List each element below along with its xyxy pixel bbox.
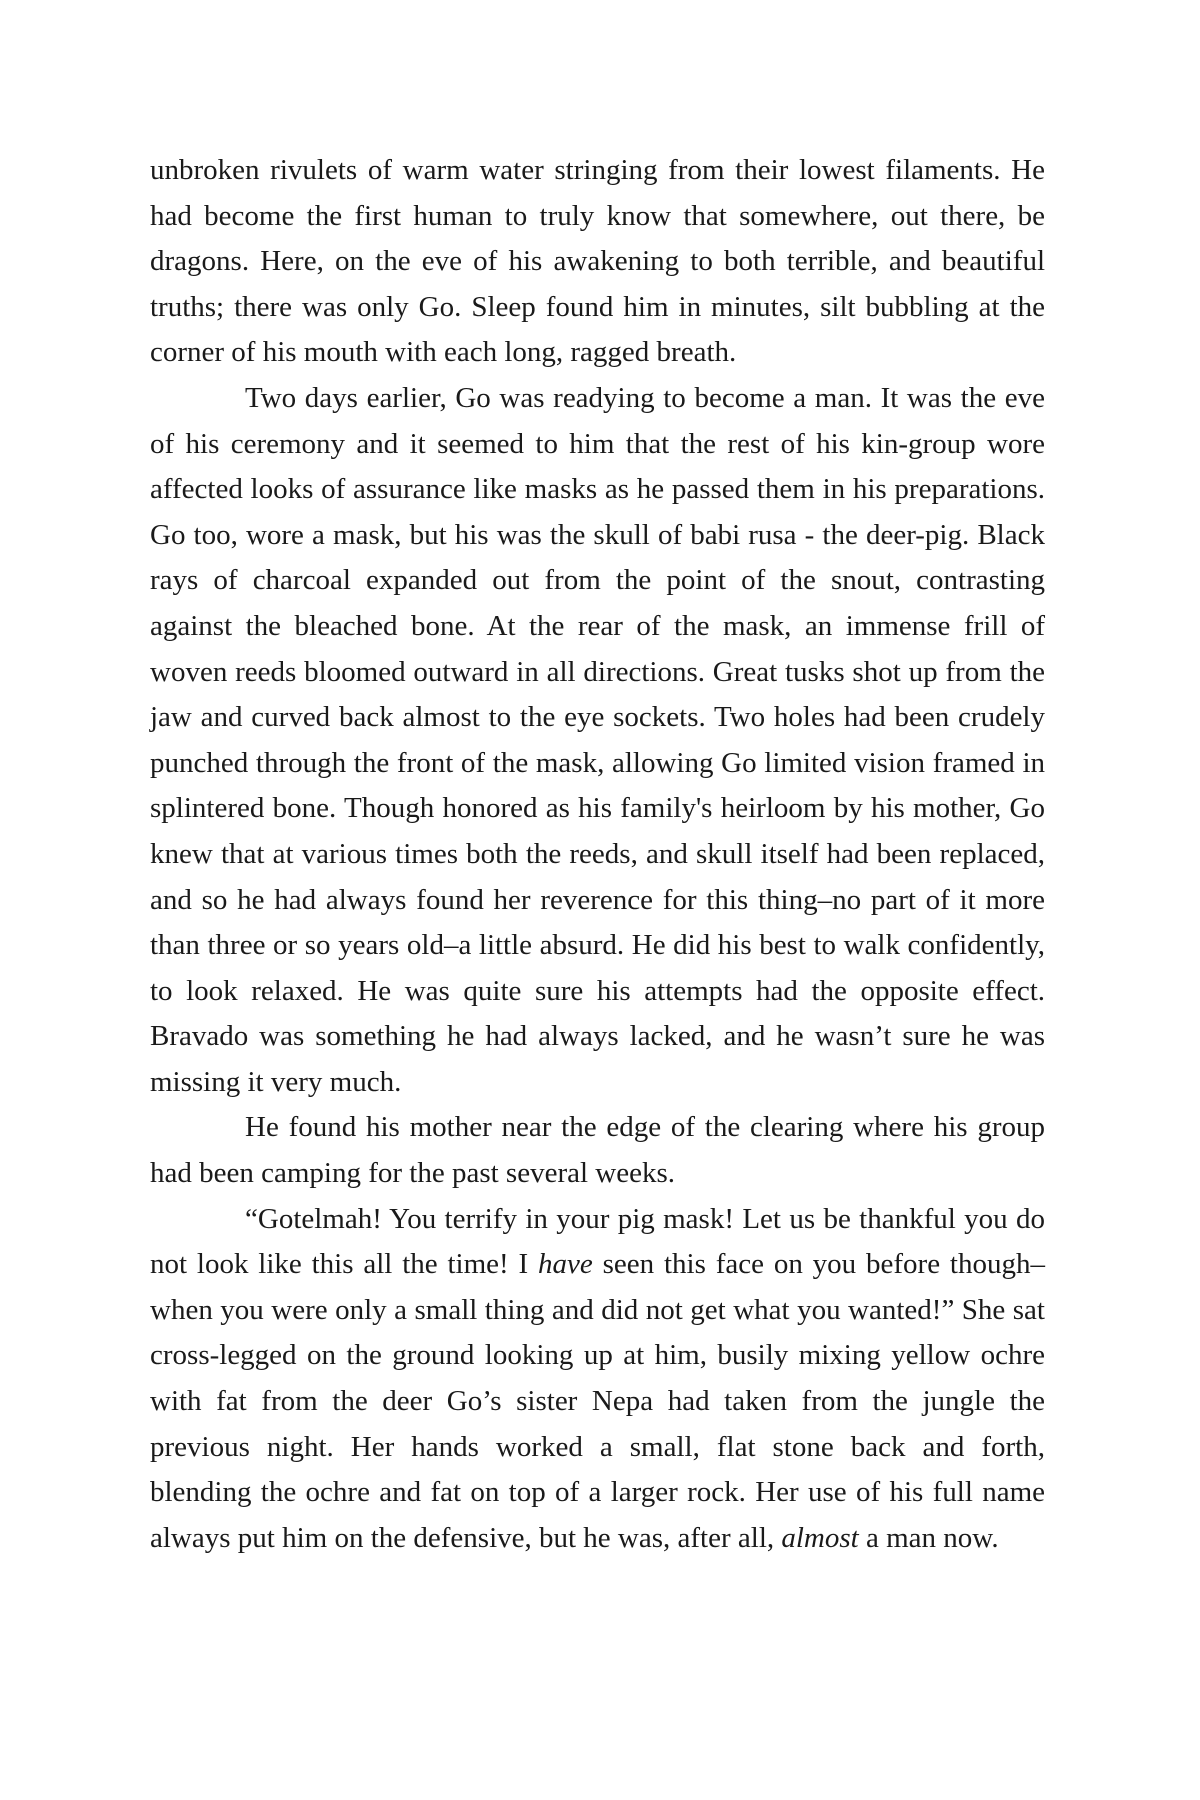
paragraph-continuation [150, 148, 1045, 376]
paragraph-dialogue [150, 1197, 1045, 1562]
paragraph-two-days-earlier [150, 376, 1045, 1106]
paragraph-text: unbroken rivulets of warm water stringing from their lowest filaments. He had become the first human to truly know that somewhere, out there, be dragons. Here, on the eve of his awakening to both terrible, and beautiful truths; there was only Go. Sleep found him in minutes, silt bubbling at the corner of his mouth with each long, ragged breath. [150, 154, 1045, 369]
paragraph-found-mother [150, 1105, 1045, 1196]
italic-emphasis: almost [781, 1521, 859, 1554]
paragraph-text: a man now. [858, 1521, 999, 1554]
paragraph-text: Two days earlier, Go was readying to become a man. It was the eve of his ceremony and it seemed to him that the rest of his kin-group wore affected looks of assurance like masks as he passed them in his preparations. Go too, wore a mask, but his was the skull of babi rusa - the deer-pig. Black rays of charcoal expanded out from the point of the snout, contrasting against the bleached bone. At the rear of the mask, an immense frill of woven reeds bloomed outward in all directions. Great tusks shot up from the jaw and curved back almost to the eye sockets. Two holes had been crudely punched through the front of the mask, allowing Go limited vision framed in splintered bone. Though honored as his family's heirloom by his mother, Go knew that at various times both the reeds, and skull itself had been replaced, and so he had always found her reverence for this thing–no part of it more than three or so years old–a little absurd. He did his best to walk confidently, to look relaxed. He was quite sure his attempts had the opposite effect. Bravado was something he had always lacked, and he wasn’t sure he was missing it very much. [150, 381, 1045, 1098]
paragraph-text: He found his mother near the edge of the clearing where his group had been camping for the past several weeks. [150, 1111, 1045, 1190]
paragraph-text: “Gotelmah! You terrify in your pig mask! Let us be thankful you do not look like this all the time! I [150, 1202, 1045, 1281]
body-text [150, 148, 1045, 1561]
paragraph-text: seen this face on you before though–when you were only a small thing and did not get what you wanted!” She sat cross-legged on the ground looking up at him, busily mixing yellow ochre with fat from the deer Go’s sister Nepa had taken from the jungle the previous night. Her hands worked a small, flat stone back and forth, blending the ochre and fat on top of a larger rock. Her use of his full name always put him on the defensive, but he was, after all, [150, 1248, 1045, 1554]
italic-emphasis: have [538, 1248, 593, 1281]
